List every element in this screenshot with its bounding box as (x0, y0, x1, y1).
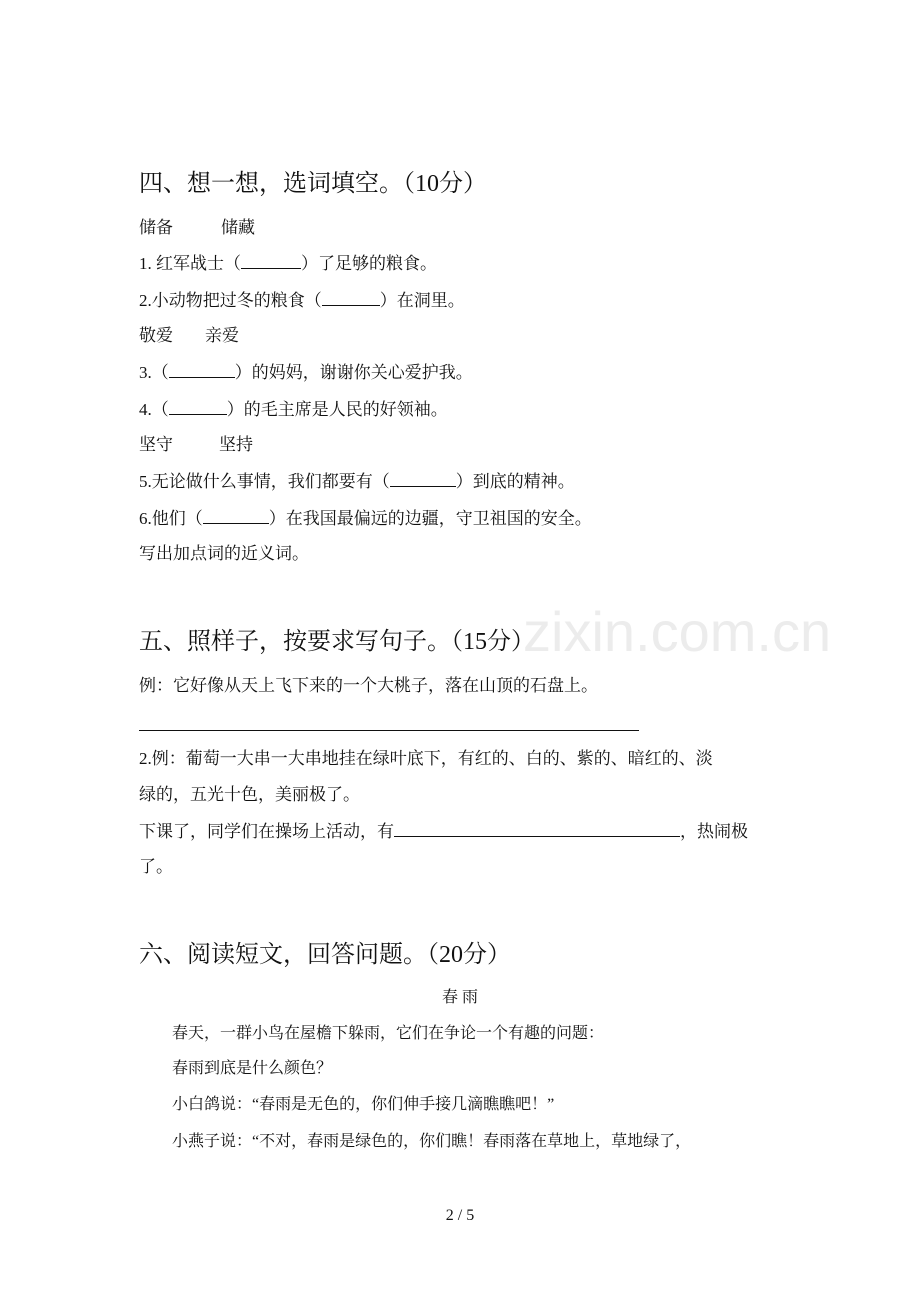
watermark: zixin.com.cn (523, 600, 832, 663)
answer-blank[interactable] (394, 822, 680, 837)
section4-heading: 四、想一想，选词填空。（10分） (139, 171, 487, 197)
word-pair-3 (139, 436, 253, 453)
question-text: ）在洞里。 (379, 291, 465, 310)
question-5 (139, 472, 575, 490)
passage-paragraph: 春雨到底是什么颜色？ (172, 1060, 333, 1077)
word-option: 储备 (139, 218, 173, 237)
example-sentence-1: 例：它好像从天上飞下来的一个大桃子，落在山顶的石盘上。 (139, 676, 598, 695)
answer-blank[interactable] (203, 509, 269, 524)
word-option: 敬爱 (139, 326, 173, 345)
question-text: ）在我国最偏远的边疆，守卫祖国的安全。 (268, 509, 592, 528)
task-text: 下课了，同学们在操场上活动，有 (139, 822, 394, 841)
page-number: 2 / 5 (445, 1207, 475, 1224)
question-4 (139, 400, 448, 418)
rewrite-task (139, 822, 748, 840)
rewrite-task-line2: 了。 (139, 857, 173, 876)
section6-heading: 六、阅读短文，回答问题。（20分） (139, 942, 511, 968)
passage-paragraph: 小白鸽说：“春雨是无色的，你们伸手接几滴瞧瞧吧！” (172, 1096, 555, 1113)
answer-blank[interactable] (390, 472, 456, 487)
question-1 (139, 254, 437, 272)
answer-blank[interactable] (169, 363, 235, 378)
section5-heading: 五、照样子，按要求写句子。（15分） (139, 629, 535, 655)
answer-blank[interactable] (241, 254, 301, 269)
word-option: 亲爱 (205, 326, 239, 345)
passage-title: 春 雨 (441, 989, 478, 1006)
word-pair-2 (139, 327, 239, 344)
example-sentence-2-line2: 绿的，五光十色，美丽极了。 (139, 785, 360, 804)
question-text: ）到底的精神。 (455, 472, 575, 491)
passage-paragraph: 小燕子说：“不对，春雨是绿色的，你们瞧！春雨落在草地上，草地绿了， (172, 1133, 692, 1150)
word-option: 储藏 (221, 218, 255, 237)
answer-blank[interactable] (322, 291, 380, 306)
question-text: ）的毛主席是人民的好领袖。 (226, 400, 448, 419)
question-text: 2.小动物把过冬的粮食（ (139, 291, 322, 310)
question-text: 5.无论做什么事情，我们都要有（ (139, 472, 390, 491)
passage-paragraph: 春天，一群小鸟在屋檐下躲雨，它们在争论一个有趣的问题： (172, 1025, 605, 1042)
word-option: 坚持 (219, 435, 253, 454)
question-text: 3.（ (139, 363, 169, 382)
question-text: ）的妈妈，谢谢你关心爱护我。 (234, 363, 473, 382)
question-text: 4.（ (139, 400, 169, 419)
task-text: ，热闹极 (680, 822, 748, 841)
question-3 (139, 363, 473, 381)
answer-blank[interactable] (169, 400, 227, 415)
question-6 (139, 509, 592, 527)
answer-line[interactable] (139, 730, 639, 731)
word-pair-1 (139, 219, 255, 236)
word-option: 坚守 (139, 435, 173, 454)
question-text: ）了足够的粮食。 (301, 254, 437, 273)
example-sentence-2-line1: 2.例：葡萄一大串一大串地挂在绿叶底下，有红的、白的、紫的、暗红的、淡 (139, 749, 713, 768)
question-2 (139, 291, 465, 309)
question-text: 6.他们（ (139, 509, 203, 528)
instruction-note: 写出加点词的近义词。 (139, 544, 309, 563)
question-text: 1. 红军战士（ (139, 254, 241, 273)
